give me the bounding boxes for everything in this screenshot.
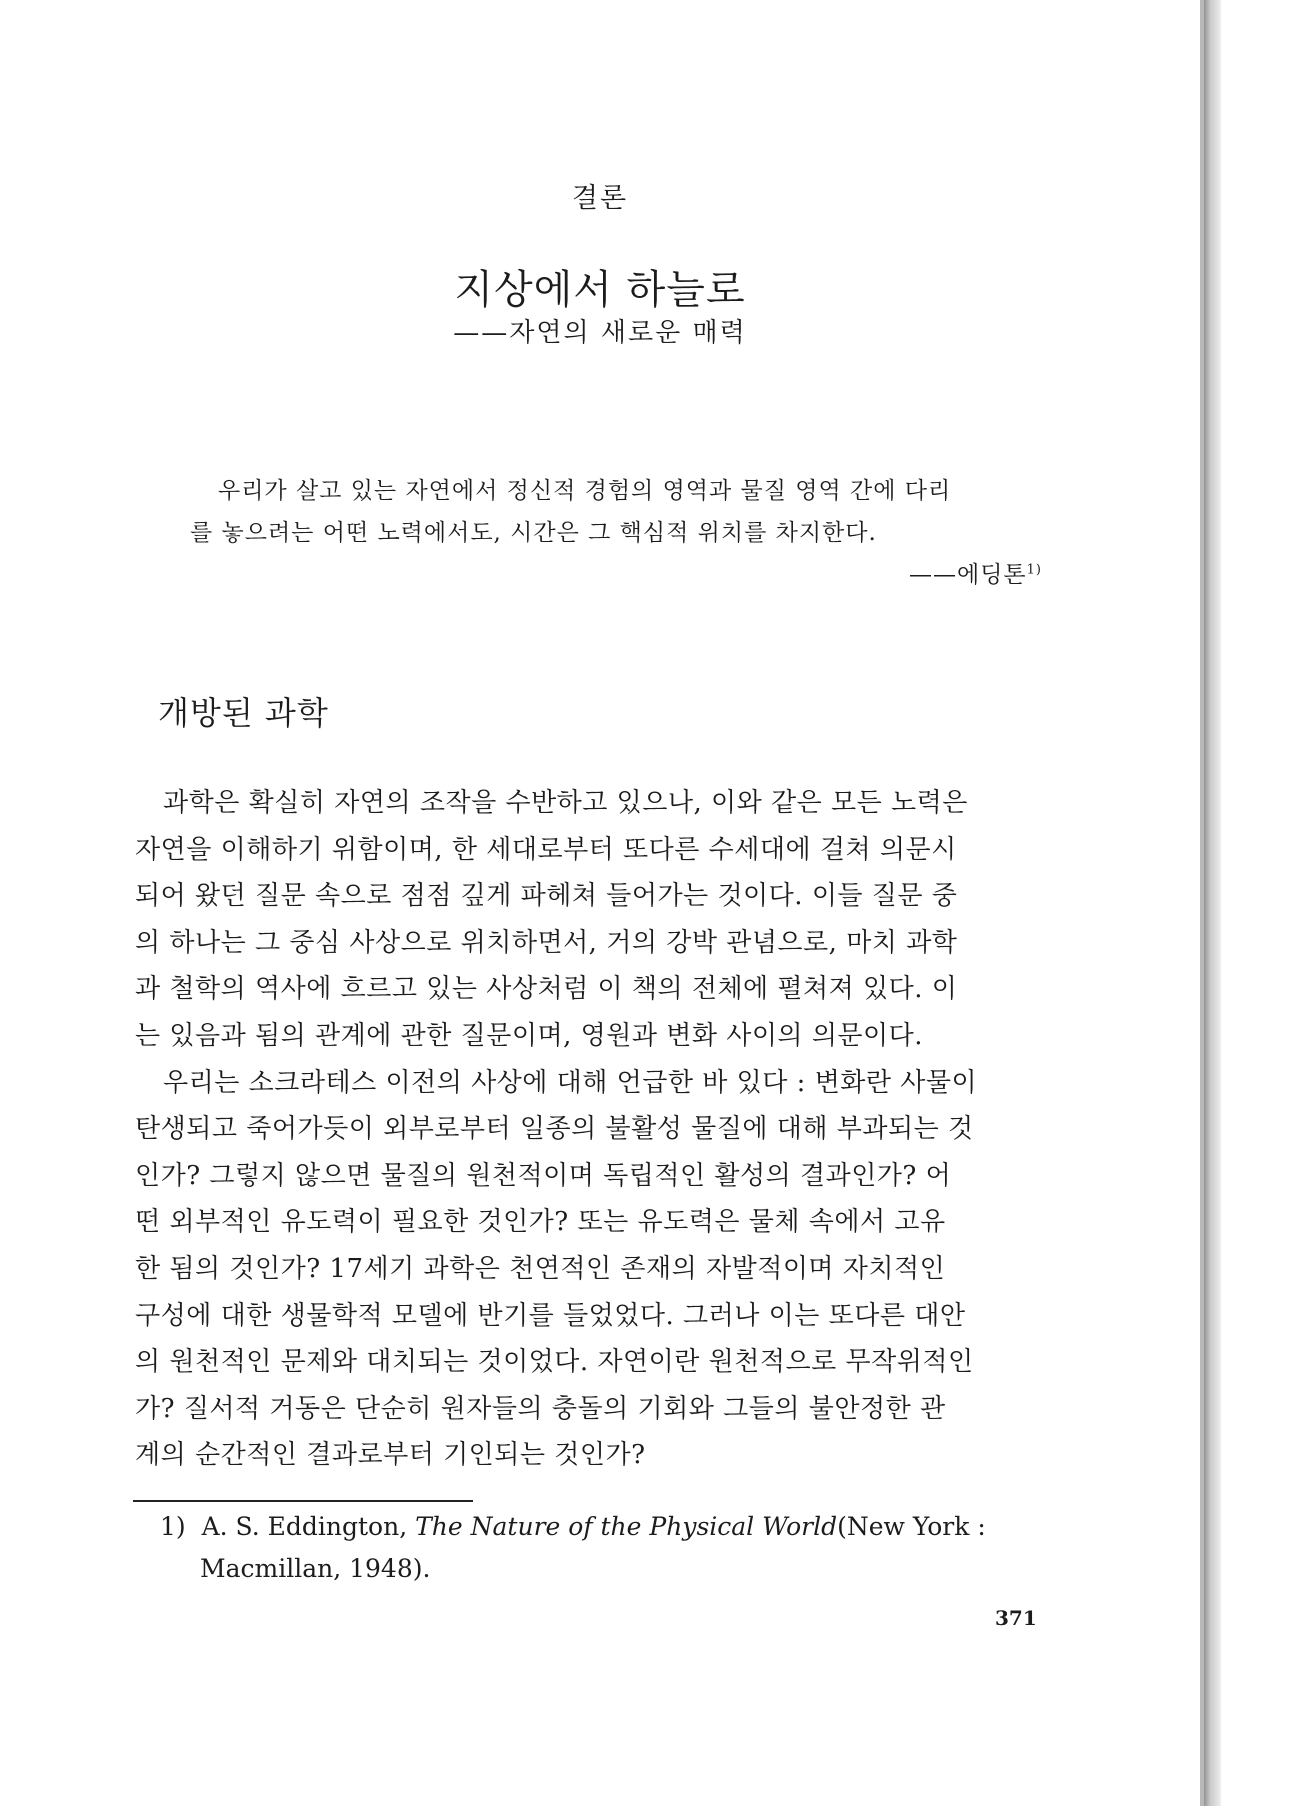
- body-line: 는 있음과 됨의 관계에 관한 질문이며, 영원과 변화 사이의 의문이다.: [135, 1020, 924, 1051]
- body-line: 구성에 대한 생물학적 모델에 반기를 들었었다. 그러나 이는 또다른 대안: [135, 1300, 966, 1331]
- body-line: 가? 질서적 거동은 단순히 원자들의 충돌의 기회와 그들의 불안정한 관: [135, 1393, 946, 1424]
- chapter-label: 결론: [571, 183, 629, 214]
- footnote: [160, 1506, 1060, 1590]
- epigraph-line: 우리가 살고 있는 자연에서 정신적 경험의 영역과 물질 영역 간에 다리: [218, 478, 952, 504]
- body-text: [135, 780, 1060, 1479]
- chapter-subtitle: ——자연의 새로운 매력: [453, 318, 747, 348]
- body-line: 계의 순간적인 결과로부터 기인되는 것인가?: [135, 1440, 646, 1471]
- footnote-publisher-2: Macmillan, 1948).: [200, 1554, 431, 1583]
- body-line: 탄생되고 죽어가듯이 외부로부터 일종의 불활성 물질에 대해 부과되는 것: [135, 1114, 974, 1145]
- body-line: 되어 왔던 질문 속으로 점점 깊게 파헤쳐 들어가는 것이다. 이들 질문 중: [135, 881, 958, 912]
- chapter-title: 지상에서 하늘로: [454, 267, 746, 313]
- epigraph-author-name: ——에딩톤: [909, 562, 1027, 588]
- footnote-author: A. S. Eddington,: [201, 1512, 408, 1541]
- epigraph-author: [909, 556, 1042, 589]
- footnote-line-1: [160, 1506, 1060, 1548]
- page-number: 371: [995, 1606, 1037, 1630]
- epigraph-line: 를 놓으려는 어떤 노력에서도, 시간은 그 핵심적 위치를 차지한다.: [190, 520, 877, 546]
- footnote-publisher-1: (New York :: [837, 1512, 986, 1541]
- body-line: 한 됨의 것인가? 17세기 과학은 천연적인 존재의 자발적이며 자치적인: [135, 1253, 946, 1284]
- body-line: 자연을 이해하기 위함이며, 한 세대로부터 또다른 수세대에 걸쳐 의문시: [135, 834, 957, 865]
- section-heading: 개방된 과학: [158, 694, 329, 732]
- body-line: 의 하나는 그 중심 사상으로 위치하면서, 거의 강박 관념으로, 마치 과학: [135, 927, 958, 958]
- footnote-book-title: The Nature of the Physical World: [415, 1512, 838, 1541]
- footnote-marker: 1): [160, 1512, 186, 1541]
- footnote-divider: [133, 1500, 473, 1502]
- body-line: 의 원천적인 문제와 대치되는 것이었다. 자연이란 원천적으로 무작위적인: [135, 1347, 974, 1378]
- epigraph-footnote-ref: 1): [1026, 562, 1042, 578]
- body-line: 떤 외부적인 유도력이 필요한 것인가? 또는 유도력은 물체 속에서 고유: [135, 1207, 946, 1238]
- body-line: 인가? 그렇지 않으면 물질의 원천적이며 독립적인 활성의 결과인가? 어: [135, 1160, 952, 1191]
- body-line: 우리는 소크라테스 이전의 사상에 대해 언급한 바 있다 : 변화란 사물이: [163, 1067, 978, 1098]
- body-line: 과학은 확실히 자연의 조작을 수반하고 있으나, 이와 같은 모든 노력은: [163, 788, 968, 818]
- epigraph: [190, 470, 1060, 554]
- page-shadow: [1203, 0, 1221, 1806]
- body-line: 과 철학의 역사에 흐르고 있는 사상처럼 이 책의 전체에 펼쳐져 있다. 이: [135, 974, 958, 1005]
